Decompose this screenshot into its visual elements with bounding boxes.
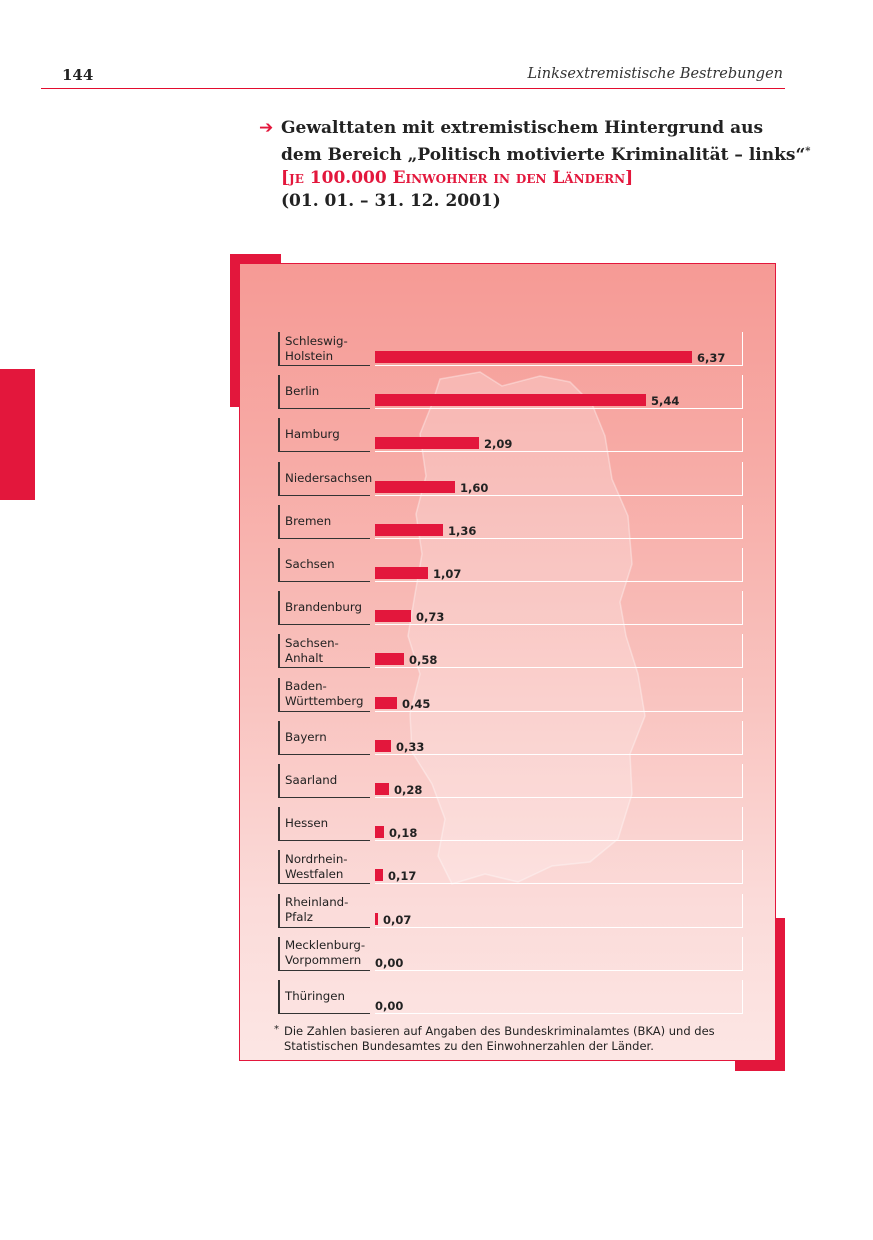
bar-row: [278, 894, 744, 928]
value-label: 1,60: [460, 480, 489, 495]
bar: [375, 783, 389, 795]
category-label: [278, 807, 370, 841]
bar: [375, 653, 404, 665]
category-label: [278, 591, 370, 625]
bar: [375, 826, 384, 838]
heading-asterisk: *: [805, 146, 811, 157]
category-label: [278, 894, 370, 928]
value-label: 0,28: [394, 783, 423, 797]
bar-row: [278, 721, 744, 755]
bar-row: [278, 807, 744, 841]
bar-track: [375, 764, 743, 798]
chart-rows: [240, 264, 775, 1060]
category-label: [278, 721, 370, 755]
bar: [375, 524, 443, 536]
bar: [375, 481, 455, 493]
footnote: [274, 1024, 744, 1054]
category-label: [278, 462, 373, 496]
category-label-line: Nordrhein-: [285, 851, 348, 866]
bar-track: [375, 721, 743, 755]
category-label-line: Baden-: [285, 679, 327, 694]
value-label: 2,09: [484, 437, 513, 452]
value-label: 0,07: [383, 912, 412, 927]
bar: [375, 610, 411, 622]
footnote-line-2: Statistischen Bundesamtes zu den Einwohnerzahlen der Länder.: [284, 1039, 654, 1053]
footnote-asterisk: *: [274, 1024, 279, 1035]
category-label-line: Mecklenburg-: [285, 938, 366, 953]
bar: [375, 697, 397, 709]
category-label: [278, 548, 370, 582]
value-label: 0,33: [396, 739, 425, 754]
value-label: 0,00: [375, 999, 404, 1013]
category-label-line: Hessen: [285, 816, 329, 831]
bar-track: [375, 634, 743, 668]
category-label: [278, 937, 370, 971]
bar: [375, 869, 383, 881]
header-rule: [41, 88, 785, 89]
heading-line-2: [281, 140, 811, 167]
bar-track: [375, 850, 743, 884]
category-label-line: Holstein: [285, 348, 334, 363]
category-label-line: Sachsen: [285, 557, 335, 571]
category-label-line: Rheinland-: [285, 895, 349, 910]
value-label: 0,17: [388, 869, 417, 884]
bar-track: [375, 548, 743, 582]
value-label: 0,73: [416, 610, 445, 625]
category-label-line: Württemberg: [285, 694, 364, 709]
bar-row: [278, 634, 744, 668]
bar-row: [278, 548, 744, 582]
bar-row: [278, 462, 744, 496]
chart-heading: [281, 117, 811, 213]
category-label-line: Hamburg: [285, 427, 340, 442]
bar-track: [375, 462, 743, 496]
bar-track: [375, 807, 743, 841]
bar-row: [278, 937, 744, 971]
bar: [375, 437, 479, 449]
bar-row: [278, 505, 744, 539]
value-label: 6,37: [697, 351, 726, 365]
category-label-line: Niedersachsen: [285, 470, 373, 485]
category-label-line: Berlin: [285, 384, 320, 399]
page-number: 144: [62, 66, 94, 84]
heading-line-4: (01. 01. – 31. 12. 2001): [281, 191, 501, 211]
value-label: 1,07: [433, 567, 462, 581]
category-label-line: Sachsen-: [285, 635, 339, 650]
heading-line-1: Gewalttaten mit extremistischem Hintergrund aus: [281, 118, 764, 138]
bar-track: [375, 894, 743, 928]
bar-track: [375, 418, 743, 452]
bar: [375, 740, 391, 752]
category-label: [278, 678, 370, 712]
category-label: [278, 332, 370, 366]
bar-track: [375, 505, 743, 539]
heading-line-3: [je 100.000 Einwohner in den Ländern]: [281, 168, 634, 188]
value-label: 0,18: [389, 826, 418, 841]
category-label: [278, 980, 370, 1014]
category-label: [278, 418, 370, 452]
chart-panel: [239, 263, 776, 1061]
running-title: Linksextremistische Bestrebungen: [527, 66, 783, 82]
bar-row: [278, 332, 744, 366]
value-label: 1,36: [448, 523, 477, 538]
category-label-line: Schleswig-: [285, 333, 348, 348]
bar-row: [278, 764, 744, 798]
category-label-line: Saarland: [285, 773, 338, 787]
bar-row: [278, 850, 744, 884]
bar: [375, 913, 378, 925]
value-label: 0,58: [409, 653, 438, 668]
category-label: [278, 850, 370, 884]
value-label: 5,44: [651, 394, 680, 409]
bar-track: [375, 332, 743, 366]
side-tab-marker: [0, 369, 35, 500]
category-label: [278, 505, 370, 539]
category-label-line: Thüringen: [285, 989, 345, 1003]
arrow-icon: ➔: [259, 118, 274, 138]
bar: [375, 394, 646, 406]
bar-track: [375, 375, 743, 409]
value-label: 0,00: [375, 955, 404, 970]
category-label-line: Brandenburg: [285, 600, 362, 615]
bar-track: [375, 980, 743, 1014]
category-label: [278, 634, 370, 668]
bar-row: [278, 678, 744, 712]
category-label-line: Pfalz: [285, 910, 313, 925]
bar-track: [375, 678, 743, 712]
category-label: [278, 375, 370, 409]
bar-row: [278, 418, 744, 452]
heading-line-2-text: dem Bereich „Politisch motivierte Kriminalität – links“: [281, 145, 806, 165]
bar-track: [375, 937, 743, 971]
bar: [375, 351, 692, 363]
category-label-line: Anhalt: [285, 650, 324, 665]
category-label-line: Bayern: [285, 729, 327, 744]
bar: [375, 567, 428, 579]
category-label: [278, 764, 370, 798]
bar-row: [278, 375, 744, 409]
value-label: 0,45: [402, 696, 431, 711]
category-label-line: Bremen: [285, 513, 332, 528]
footnote-line-1: Die Zahlen basieren auf Angaben des Bundeskriminalamtes (BKA) und des: [284, 1024, 715, 1038]
category-label-line: Vorpommern: [285, 953, 362, 968]
bar-track: [375, 591, 743, 625]
category-label-line: Westfalen: [285, 866, 344, 881]
bar-row: [278, 980, 744, 1014]
bar-row: [278, 591, 744, 625]
